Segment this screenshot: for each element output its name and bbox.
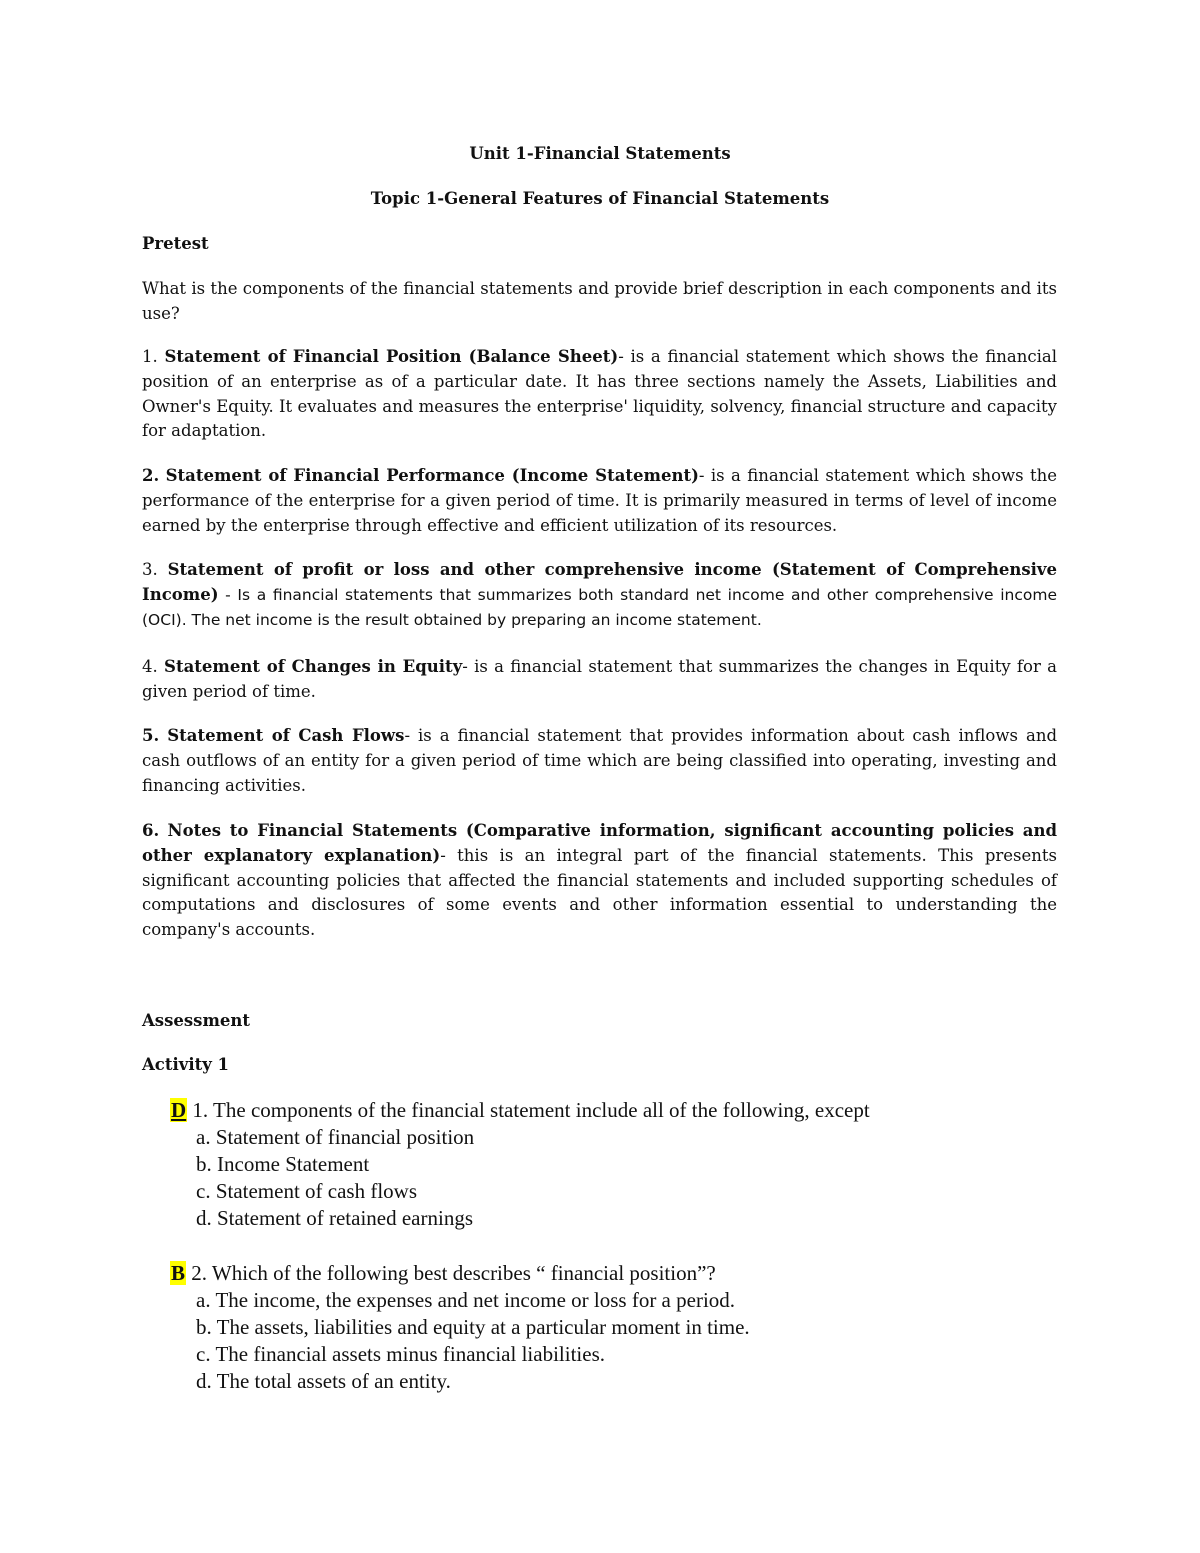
question-text: Which of the following best describes “ financial position”? <box>211 1261 716 1285</box>
item-description: - is a financial statement which shows the performance of the enterprise for a given period of time. It is primarily measured in terms of level of income earned by the enterprise through effective and efficient utilization of its resources. <box>142 466 1057 535</box>
pretest-item-4 <box>142 655 1057 705</box>
item-description: - this is an integral part of the financial statements. This presents significant accounting policies that affected the financial statements and included supporting schedules of computations and disclosures of some events and other information essential to understanding the company's accounts. <box>142 845 1057 940</box>
item-number: 3. <box>142 560 158 579</box>
item-description: - Is a financial statements that summarizes both standard net income and other comprehensive income (OCI). The net income is the result obtained by preparing an income statement. <box>142 585 1057 629</box>
item-number: 5. <box>142 726 160 745</box>
pretest-item-5 <box>142 724 1057 798</box>
item-number: 1. <box>142 347 158 366</box>
item-description: - is a financial statement which shows the financial position of an enterprise as of a particular date. It has three sections namely the Assets, Liabilities and Owner's Equity. It evaluates and measures the enterprise' liquidity, solvency, financial structure and capacity for adaptation. <box>142 347 1058 441</box>
item-term: Statement of Financial Position (Balance Sheet) <box>164 347 619 366</box>
option-c: c. Statement of cash flows <box>196 1179 418 1203</box>
answer-highlight: D <box>171 1098 187 1122</box>
item-term: Statement of profit or loss and other comprehensive income (Statement of Comprehensive Income) <box>142 560 1058 604</box>
answer-highlight: B <box>171 1261 186 1285</box>
pretest-heading: Pretest <box>142 234 209 253</box>
item-description: - is a financial statement that provides information about cash inflows and cash outflows of an entity for a given period of time which are being classified into operating, investing and financing activities. <box>142 726 1058 795</box>
option-b: b. The assets, liabilities and equity at a particular moment in time. <box>196 1315 750 1339</box>
question-1 <box>142 1097 1057 1232</box>
item-term: Notes to Financial Statements (Comparative information, significant accounting policies and other explanatory explanation) <box>142 821 1058 865</box>
item-number: 4. <box>142 657 158 676</box>
option-c: c. The financial assets minus financial liabilities. <box>196 1342 605 1366</box>
pretest-item-6 <box>142 819 1057 943</box>
item-number: 6. <box>142 821 160 840</box>
item-description: - is a financial statement that summarizes the changes in Equity for a given period of time. <box>142 657 1057 701</box>
question-line <box>142 1260 1057 1287</box>
question-number: 2. <box>191 1261 208 1285</box>
document-title: Unit 1-Financial Statements <box>469 144 731 163</box>
option-d: d. Statement of retained earnings <box>196 1206 473 1230</box>
option-a: a. The income, the expenses and net income or loss for a period. <box>196 1288 736 1312</box>
assessment-heading: Assessment <box>142 1011 251 1030</box>
question-text: The components of the financial statement include all of the following, except <box>213 1098 870 1122</box>
topic-title: Topic 1-General Features of Financial Statements <box>370 189 830 208</box>
item-term: Statement of Financial Performance (Income Statement) <box>165 466 699 485</box>
pretest-item-2 <box>142 464 1057 538</box>
question-line <box>142 1097 1057 1124</box>
option-d: d. The total assets of an entity. <box>196 1369 451 1393</box>
item-number: 2. <box>142 466 160 485</box>
pretest-question: What is the components of the financial statements and provide brief description in each components and its use? <box>142 279 1057 323</box>
option-a: a. Statement of financial position <box>196 1125 475 1149</box>
pretest-item-1 <box>142 345 1057 444</box>
item-term: Statement of Cash Flows <box>167 726 405 745</box>
question-2 <box>142 1260 1057 1395</box>
item-term: Statement of Changes in Equity <box>164 657 463 676</box>
activity-heading: Activity 1 <box>142 1055 230 1074</box>
option-b: b. Income Statement <box>196 1152 370 1176</box>
question-number: 1. <box>192 1098 209 1122</box>
pretest-item-3 <box>142 558 1057 632</box>
